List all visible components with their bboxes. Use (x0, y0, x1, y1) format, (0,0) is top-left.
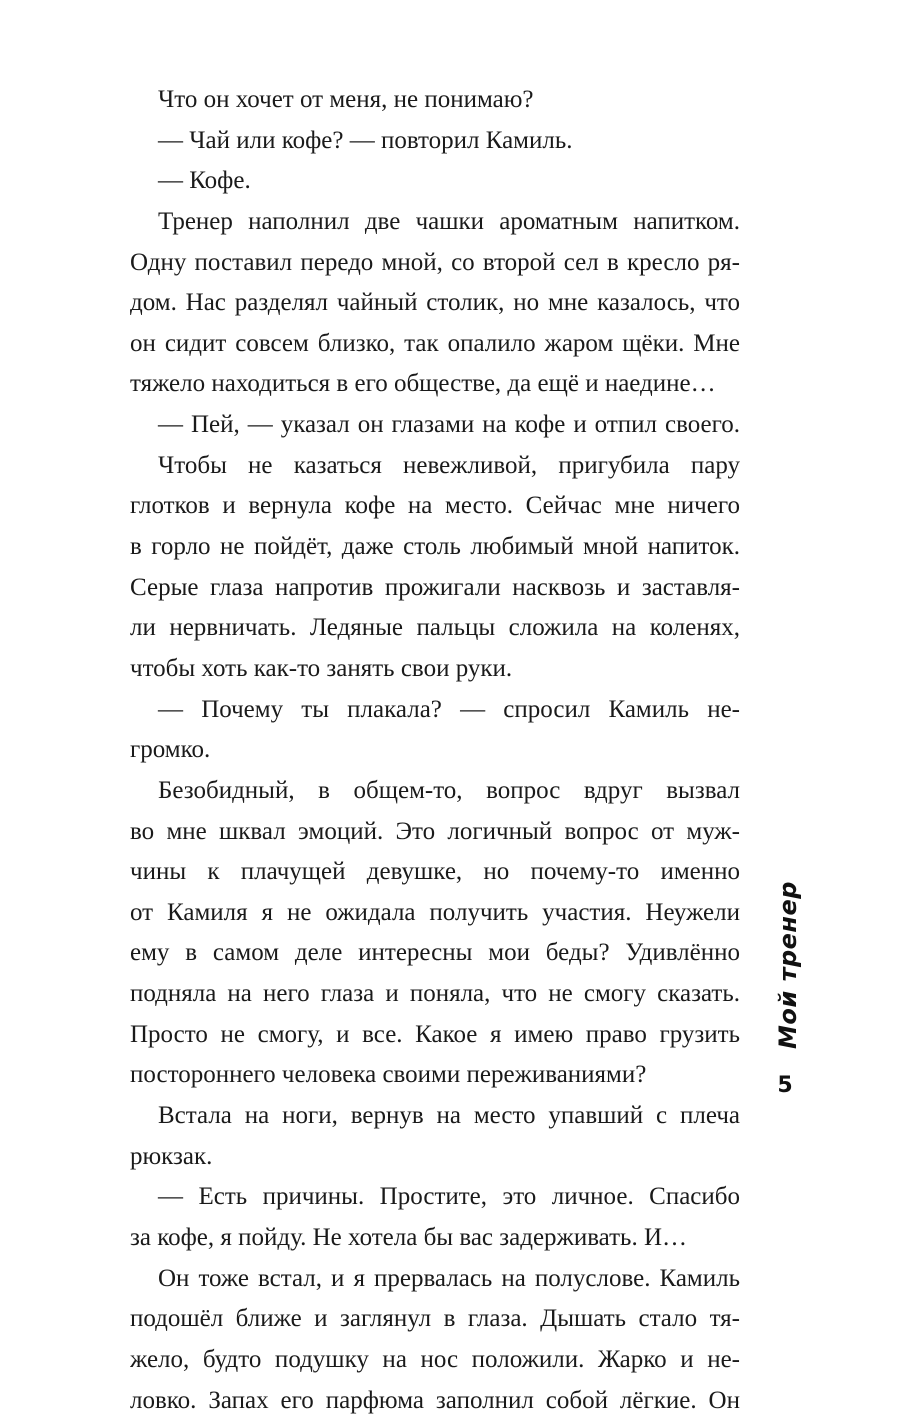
text-line: Встала на ноги, вернув на место упавший с плеча (130, 1096, 740, 1137)
text-line: Что он хочет от меня, не понимаю? (130, 80, 740, 121)
text-line: — Почему ты плакала? — спросил Камиль не- (130, 690, 740, 731)
text-line: Безобидный, в общем-то, вопрос вдруг вызвал (130, 771, 740, 812)
text-line: тяжело находиться в его обществе, да ещё и наедине… (130, 364, 740, 405)
text-line: чины к плачущей девушке, но почему-то именно (130, 852, 740, 893)
text-line: — Чай или кофе? — повторил Камиль. (130, 121, 740, 162)
text-line: Он тоже встал, и я прервалась на полуслове. Камиль (130, 1259, 740, 1300)
text-line: Одну поставил передо мной, со второй сел в кресло ря- (130, 243, 740, 284)
text-line: Просто не смогу, и все. Какое я имею право грузить (130, 1015, 740, 1056)
running-title (768, 875, 808, 1055)
text-line: рюкзак. (130, 1137, 740, 1178)
text-line: в горло не пойдёт, даже столь любимый мной напиток. (130, 527, 740, 568)
text-line: громко. (130, 730, 740, 771)
text-line: чтобы хоть как-то занять свои руки. (130, 649, 740, 690)
text-line: дом. Нас разделял чайный столик, но мне казалось, что (130, 283, 740, 324)
body-text (130, 80, 740, 1421)
text-line: он сидит совсем близко, так опалило жаром щёки. Мне (130, 324, 740, 365)
text-line: Серые глаза напротив прожигали насквозь и заставля- (130, 568, 740, 609)
text-line: Тренер наполнил две чашки ароматным напитком. (130, 202, 740, 243)
running-title-text: Мой тренер (774, 881, 802, 1049)
text-line: ему в самом деле интересны мои беды? Удивлённо (130, 933, 740, 974)
text-line: от Камиля я не ожидала получить участия. Неужели (130, 893, 740, 934)
text-line: постороннего человека своими переживаниями? (130, 1055, 740, 1096)
text-line: жело, будто подушку на нос положили. Жарко и не- (130, 1340, 740, 1381)
text-line: подошёл ближе и заглянул в глаза. Дышать стало тя- (130, 1299, 740, 1340)
text-line: глотков и вернула кофе на место. Сейчас мне ничего (130, 486, 740, 527)
text-line: за кофе, я пойду. Не хотела бы вас задерживать. И… (130, 1218, 740, 1259)
text-line: Чтобы не казаться невежливой, пригубила пару (130, 446, 740, 487)
text-line: ловко. Запах его парфюма заполнил собой лёгкие. Он (130, 1381, 740, 1421)
text-line: во мне шквал эмоций. Это логичный вопрос от муж- (130, 812, 740, 853)
text-line: — Пей, — указал он глазами на кофе и отпил своего. (130, 405, 740, 446)
text-line: ли нервничать. Ледяные пальцы сложила на коленях, (130, 608, 740, 649)
page-number: 5 (770, 1073, 800, 1098)
text-line: — Кофе. (130, 161, 740, 202)
text-line: подняла на него глаза и поняла, что не смогу сказать. (130, 974, 740, 1015)
text-line: — Есть причины. Простите, это личное. Спасибо (130, 1177, 740, 1218)
